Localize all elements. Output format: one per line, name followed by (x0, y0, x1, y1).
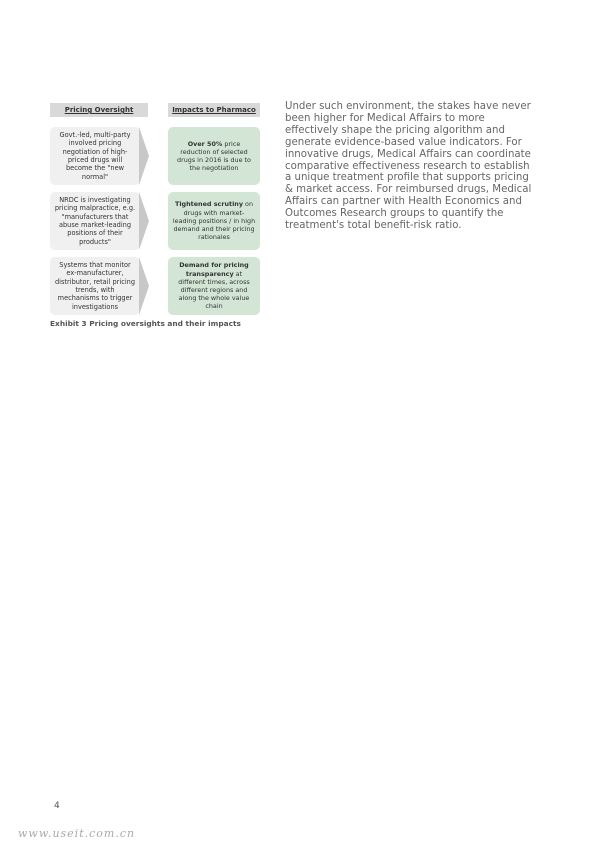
impact-box (168, 127, 260, 185)
exhibit-3-diagram (50, 103, 260, 329)
impact-highlight: Over 50% (187, 139, 223, 148)
oversight-box (50, 192, 140, 250)
impact-rest: at different times, across different regions and along the whole value chain (178, 269, 250, 311)
exhibit-row (50, 127, 260, 185)
exhibit-row (50, 192, 260, 250)
chevron-right-icon (139, 257, 149, 315)
impact-rest: price reduction of selected drugs in 2016 is due to the negotiation (177, 139, 251, 173)
exhibit-caption: Exhibit 3 Pricing oversights and their impacts (50, 319, 241, 328)
oversight-text: Systems that monitor ex-manufacturer, distributor, retail pricing trends, with mechanisms to trigger investigations (54, 260, 136, 311)
page-number: 4 (54, 801, 60, 811)
oversight-box (50, 257, 140, 315)
impact-text (172, 200, 256, 241)
impact-box (168, 192, 260, 250)
impact-rest: on drugs with market-leading positions / in high demand and their pricing rationales (172, 200, 256, 242)
impact-box (168, 257, 260, 315)
oversight-box (50, 127, 140, 185)
impact-highlight: Tightened scrutiny (174, 200, 243, 209)
header-impacts-to-pharmaco: Impacts to Pharmaco (168, 103, 260, 117)
impact-text (172, 261, 256, 310)
chevron-right-icon (139, 127, 149, 185)
impact-highlight: Demand for pricing transparency (179, 261, 249, 278)
header-pricing-oversight: Pricing Oversight (50, 103, 148, 117)
body-paragraph: Under such environment, the stakes have never been higher for Medical Affairs to more effectively shape the pricing algorithm and generate evidence-based value indicators. For innovative drugs, Medical Affairs can coordinate comparative effectiveness research to establish a unique treatment profile that supports pricing & market access. For reimbursed drugs, Medical Affairs can partner with Health Economics and Outcomes Research groups to quantify the treatment's total benefit-risk ratio. (285, 101, 532, 232)
watermark: www.useit.com.cn (18, 827, 136, 840)
impact-text (172, 140, 256, 173)
exhibit-header-row (50, 103, 260, 117)
oversight-text: Govt.-led, multi-party involved pricing negotiation of high-priced drugs will become the "new normal" (59, 130, 131, 181)
exhibit-row (50, 257, 260, 315)
chevron-right-icon (139, 192, 149, 250)
oversight-text: NRDC is investigating pricing malpractice, e.g. "manufacturers that abuse market-leading positions of their products" (54, 195, 136, 246)
